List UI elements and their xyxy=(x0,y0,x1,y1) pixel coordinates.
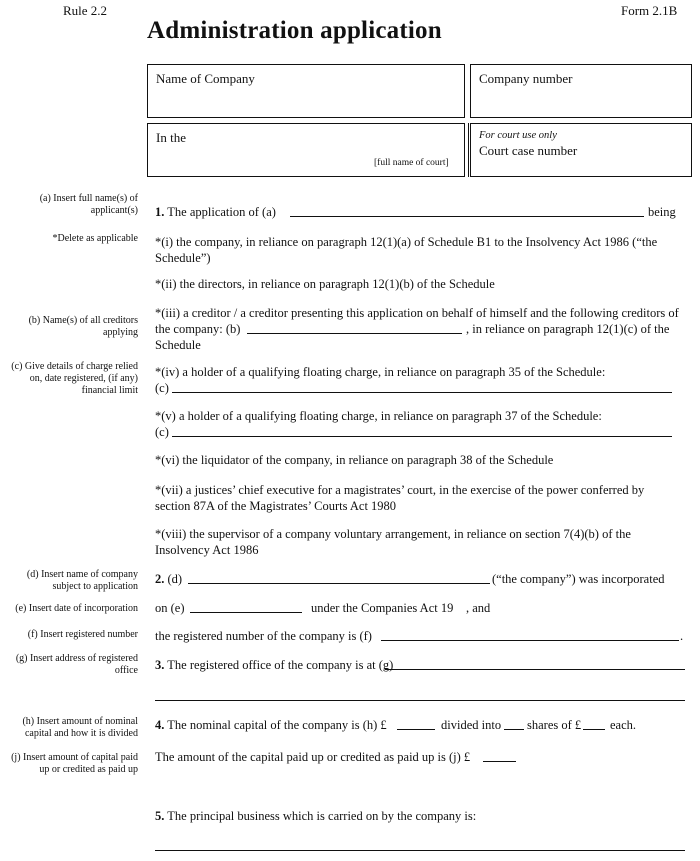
applicant-name-field[interactable] xyxy=(290,216,644,217)
section2-regnum: the registered number of the company is (f) xyxy=(155,629,372,643)
section2-lead: 2. (d) xyxy=(155,572,183,586)
section5-text: 5. The principal business which is carried on by the company is: xyxy=(155,809,477,823)
registered-number-field[interactable] xyxy=(381,640,679,641)
section2-incorporated: (“the company”) was incorporated xyxy=(492,572,665,586)
note-b: (b) Name(s) of all creditors applying xyxy=(28,315,138,338)
registered-office-field-1[interactable] xyxy=(385,669,685,670)
section4-paid: The amount of the capital paid up or credited as paid up is (j) £ xyxy=(155,750,471,764)
option-i: *(i) the company, in reliance on paragraph 12(1)(a) of Schedule B1 to the Insolvency Act 1986 (“the Schedule”) xyxy=(155,235,658,265)
section1-being: being xyxy=(648,205,676,219)
page-title: Administration application xyxy=(147,17,442,44)
charge-details-field-v[interactable] xyxy=(172,436,672,437)
rule-reference: Rule 2.2 xyxy=(63,3,108,18)
option-ii: *(ii) the directors, in reliance on paragraph 12(1)(b) of the Schedule xyxy=(155,277,495,291)
option-viii-line2: Insolvency Act 1986 xyxy=(155,543,259,557)
company-name-field[interactable] xyxy=(188,583,490,584)
number-of-shares-field[interactable] xyxy=(504,729,524,730)
name-of-company-box[interactable] xyxy=(147,64,465,118)
note-a: (a) Insert full name(s) of applicant(s) xyxy=(39,193,138,216)
section4-c: shares of £ xyxy=(527,718,582,732)
option-vii-line2: section 87A of the Magistrates’ Courts Act 1980 xyxy=(155,499,397,513)
in-the-label: In the xyxy=(156,130,186,145)
paid-up-capital-field[interactable] xyxy=(483,761,516,762)
option-iv: *(iv) a holder of a qualifying floating charge, in reliance on paragraph 35 of the Schedule: xyxy=(155,365,606,379)
option-iv-c: (c) xyxy=(155,381,169,395)
note-f: (f) Insert registered number xyxy=(27,629,138,640)
company-number-label: Company number xyxy=(479,71,573,86)
note-d: (d) Insert name of company subject to application xyxy=(26,569,138,592)
option-iii-line3: Schedule xyxy=(155,338,201,352)
option-v-c: (c) xyxy=(155,425,169,439)
section2-on: on (e) xyxy=(155,601,185,615)
section2-and: , and xyxy=(466,601,491,615)
creditors-names-field[interactable] xyxy=(247,333,462,334)
full-name-of-court-label: [full name of court] xyxy=(374,158,449,168)
option-iii-line2a: the company: (b) xyxy=(155,322,241,336)
principal-business-field[interactable] xyxy=(155,850,685,851)
note-g: (g) Insert address of registered office xyxy=(15,653,138,676)
option-vii-line1: *(vii) a justices’ chief executive for a magistrates’ court, in the exercise of the power conferred by xyxy=(155,483,645,497)
note-e: (e) Insert date of incorporation xyxy=(15,603,138,614)
share-value-field[interactable] xyxy=(583,729,605,730)
section1-lead: 1. The application of (a) xyxy=(155,205,276,219)
court-case-number-label: Court case number xyxy=(479,143,578,158)
note-delete: *Delete as applicable xyxy=(52,233,138,244)
section4-b: divided into xyxy=(441,718,502,732)
section2-under: under the Companies Act 19 xyxy=(311,601,454,615)
option-iii-line2b: , in reliance on paragraph 12(1)(c) of the xyxy=(466,322,670,336)
court-name-box[interactable] xyxy=(147,123,465,177)
section4-d: each. xyxy=(610,718,637,732)
note-c: (c) Give details of charge relied on, date registered, (if any) financial limit xyxy=(11,361,138,396)
section4-a: 4. The nominal capital of the company is (h) £ xyxy=(155,718,387,732)
note-j: (j) Insert amount of capital paid up or credited as paid up xyxy=(11,752,138,775)
registered-office-field-2[interactable] xyxy=(155,700,685,701)
option-vi: *(vi) the liquidator of the company, in reliance on paragraph 38 of the Schedule xyxy=(155,453,554,467)
court-use-only-label: For court use only xyxy=(479,130,557,141)
form-reference: Form 2.1B xyxy=(621,3,678,18)
section3-text: 3. The registered office of the company is at (g) xyxy=(155,658,394,672)
charge-details-field-iv[interactable] xyxy=(172,392,672,393)
company-number-box[interactable] xyxy=(470,64,692,118)
option-viii-line1: *(viii) the supervisor of a company voluntary arrangement, in reliance on section 7(4)(b) of the xyxy=(155,527,631,541)
note-h: (h) Insert amount of nominal capital and how it is divided xyxy=(22,716,138,739)
option-v: *(v) a holder of a qualifying floating charge, in reliance on paragraph 37 of the Schedule: xyxy=(155,409,602,423)
name-of-company-label: Name of Company xyxy=(156,71,255,86)
incorporation-date-field[interactable] xyxy=(190,612,302,613)
nominal-capital-field[interactable] xyxy=(397,729,435,730)
option-iii-line1: *(iii) a creditor / a creditor presenting this application on behalf of himself and the following creditors of xyxy=(155,306,679,320)
court-case-number-box[interactable] xyxy=(470,123,692,177)
section2-dot: . xyxy=(680,629,684,643)
